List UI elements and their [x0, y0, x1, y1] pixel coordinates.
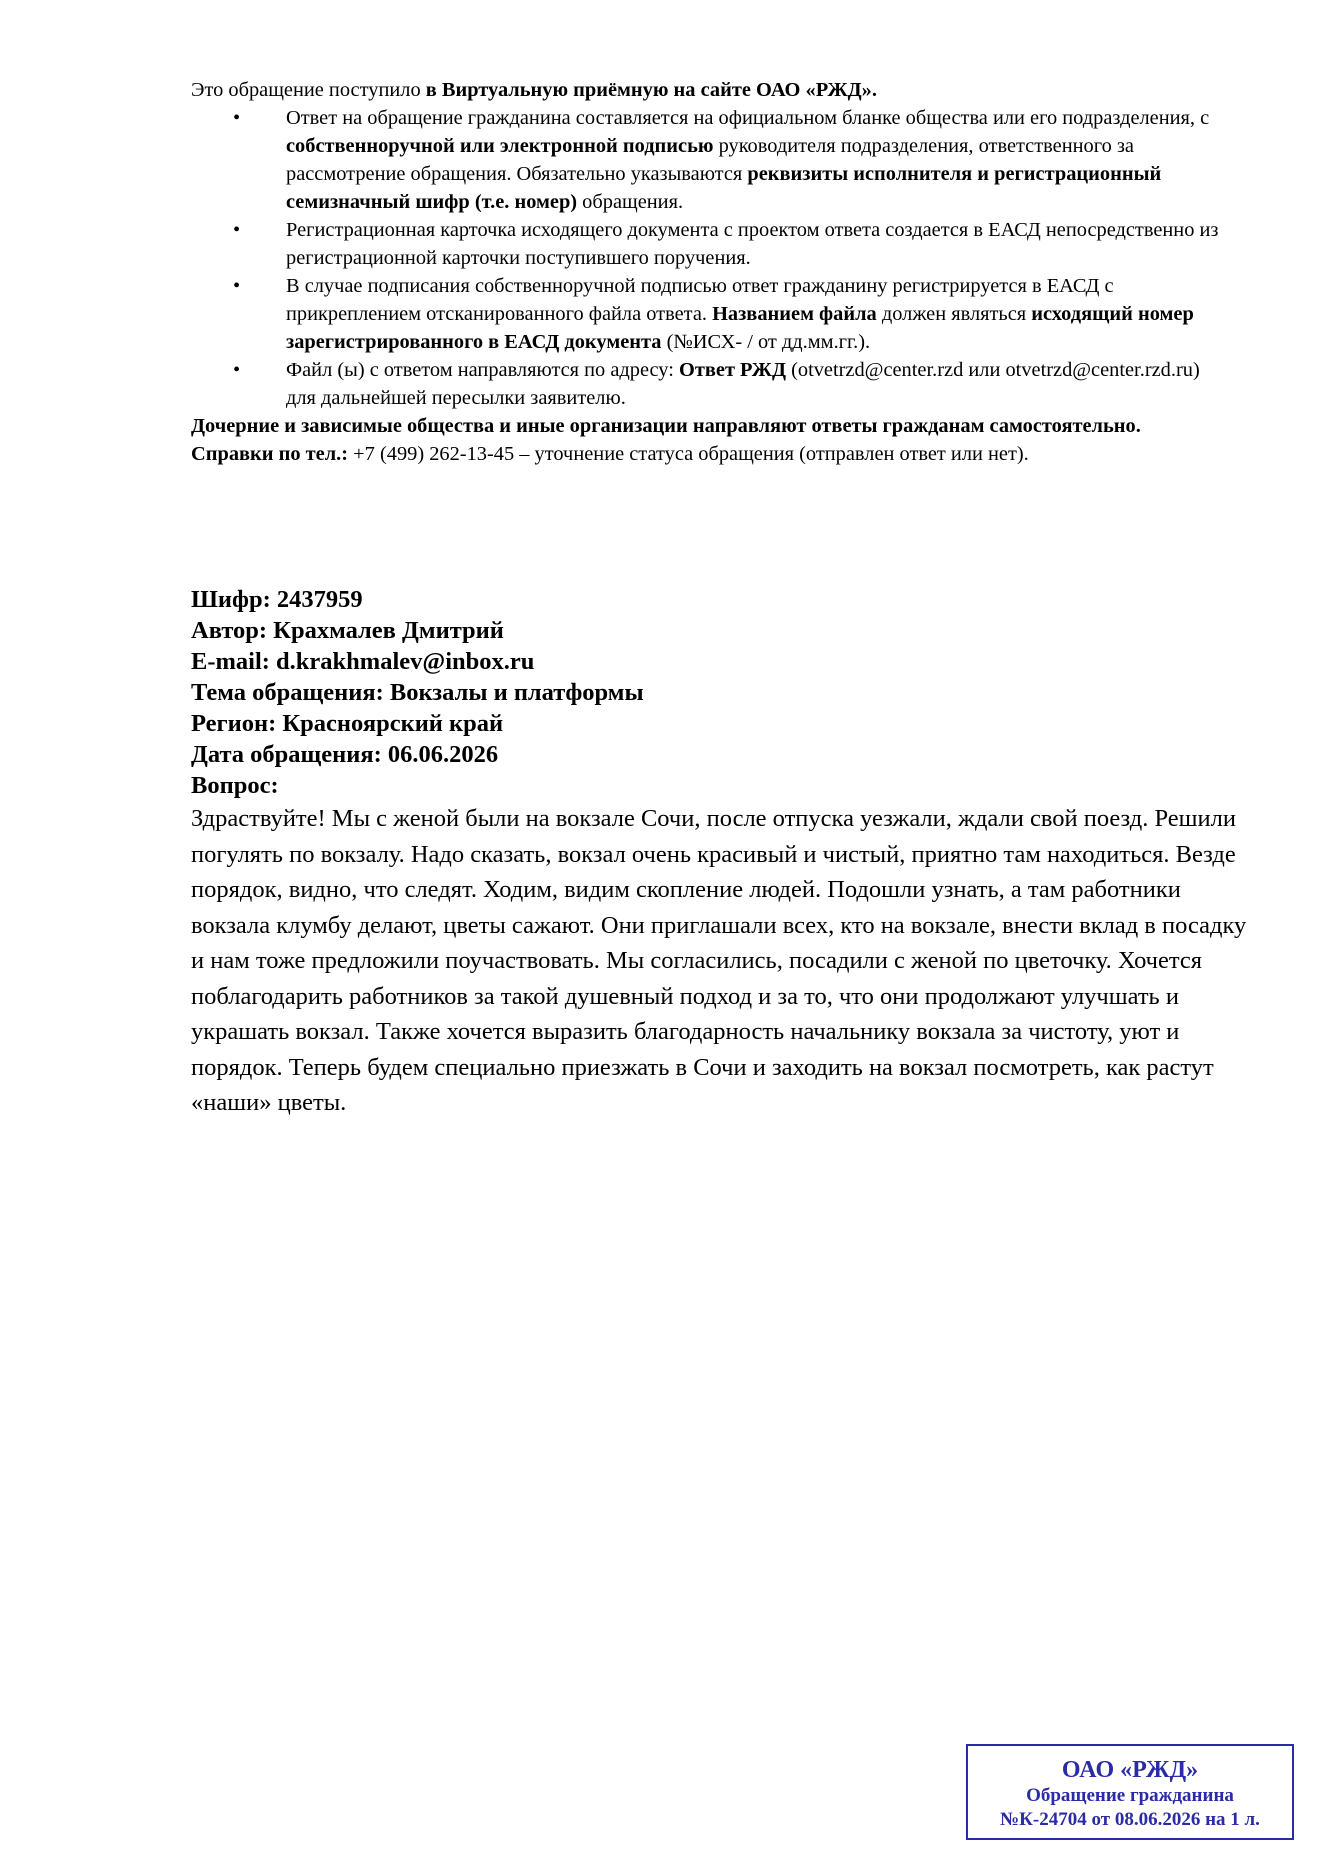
list-item: [191, 104, 1231, 216]
notice-bullet-list: [191, 104, 1231, 412]
email-field: E-mail: d.krakhmalev@inbox.ru: [191, 648, 535, 675]
list-item: [191, 356, 1231, 412]
phone-label: Справки по тел.:: [191, 443, 349, 465]
bullet-text: Регистрационная карточка исходящего документа с проектом ответа создается в ЕАСД непосредственно из регистрационной карточки поступившего поручения.: [286, 219, 1219, 269]
date-field: Дата обращения: 06.06.2026: [191, 741, 499, 768]
bullet-text: (№ИСХ- / от дд.мм.гг.).: [661, 331, 871, 353]
bullet-icon: •: [233, 107, 241, 129]
phone-text: +7 (499) 262-13-45 – уточнение статуса обращения (отправлен ответ или нет).: [348, 443, 1029, 465]
region-field: Регион: Красноярский край: [191, 710, 504, 737]
bullet-text: обращения.: [577, 191, 684, 213]
phone-info: [191, 440, 1231, 468]
list-item: [191, 272, 1231, 356]
registration-stamp: [966, 1744, 1294, 1840]
question-body: [191, 801, 1251, 1121]
notice-intro: [191, 76, 1231, 104]
bullet-bold-text: Названием файла: [712, 303, 877, 325]
question-text: Здраствуйте! Мы с женой были на вокзале Сочи, после отпуска уезжали, ждали свой поезд. Решили погулять по вокзалу. Надо сказать, вокзал очень красивый и чистый, приятно там находиться. Везде порядок, видно, что следят. Ходим, видим скопление людей. Подошли узнать, а там работники вокзала клумбу делают, цветы сажают. Они приглашали всех, кто на вокзале, внести вклад в посадку и нам тоже предложили поучаствовать. Мы согласились, посадили с женой по цветочку. Хочется поблагодарить работников за такой душевный подход и за то, что они продолжают улучшать и украшать вокзал. Также хочется выразить благодарность начальнику вокзала за чистоту, уют и порядок. Теперь будем специально приезжать в Сочи и заходить на вокзал посмотреть, как растут «наши» цветы.: [191, 805, 1247, 1116]
bullet-text: В случае подписания собственноручной подписью ответ гражданину регистрируется в ЕАСД с прикреплением отсканированного файла ответа.: [286, 275, 1114, 325]
bullet-bold-text: реквизиты исполнителя и регистрационный семизначный шифр (т.е. номер): [286, 163, 1162, 213]
bullet-text: должен являться: [876, 303, 1032, 325]
cipher-field: Шифр: 2437959: [191, 586, 363, 613]
stamp-registration-number: №К-24704 от 08.06.2026 на 1 л.: [1000, 1809, 1260, 1830]
bullet-text: руководителя подразделения, ответственного за рассмотрение обращения. Обязательно указываются: [286, 135, 1134, 185]
processing-notice: [191, 76, 1231, 468]
bullet-bold-text: собственноручной или электронной подписью: [286, 135, 714, 157]
appeal-details: [191, 584, 1231, 801]
topic-field: Тема обращения: Вокзалы и платформы: [191, 679, 644, 706]
bullet-text: (otvetrzd@center.rzd или otvetrzd@center.rzd.ru) для дальнейшей пересылки заявителю.: [286, 359, 1200, 409]
list-item: [191, 216, 1231, 272]
bullet-bold-text: Ответ РЖД: [679, 359, 786, 381]
bullet-text: Файл (ы) с ответом направляются по адресу:: [286, 359, 679, 381]
bullet-icon: •: [233, 359, 241, 381]
author-field: Автор: Крахмалев Дмитрий: [191, 617, 504, 644]
notice-intro-bold: в Виртуальную приёмную на сайте ОАО «РЖД».: [425, 79, 877, 101]
bullet-bold-text: исходящий номер зарегистрированного в ЕАСД документа: [286, 303, 1194, 353]
question-label: Вопрос:: [191, 772, 279, 799]
stamp-org: ОАО «РЖД»: [1061, 1757, 1199, 1783]
bullet-icon: •: [233, 219, 241, 241]
bullet-icon: •: [233, 275, 241, 297]
subsidiaries-note: [191, 412, 1231, 440]
stamp-title: Обращение гражданина: [1026, 1785, 1234, 1806]
subsidiaries-text: Дочерние и зависимые общества и иные организации направляют ответы гражданам самостоятельно.: [191, 415, 1141, 437]
notice-intro-text: Это обращение поступило: [191, 79, 426, 101]
bullet-text: Ответ на обращение гражданина составляется на официальном бланке общества или его подразделения, с: [286, 107, 1210, 129]
